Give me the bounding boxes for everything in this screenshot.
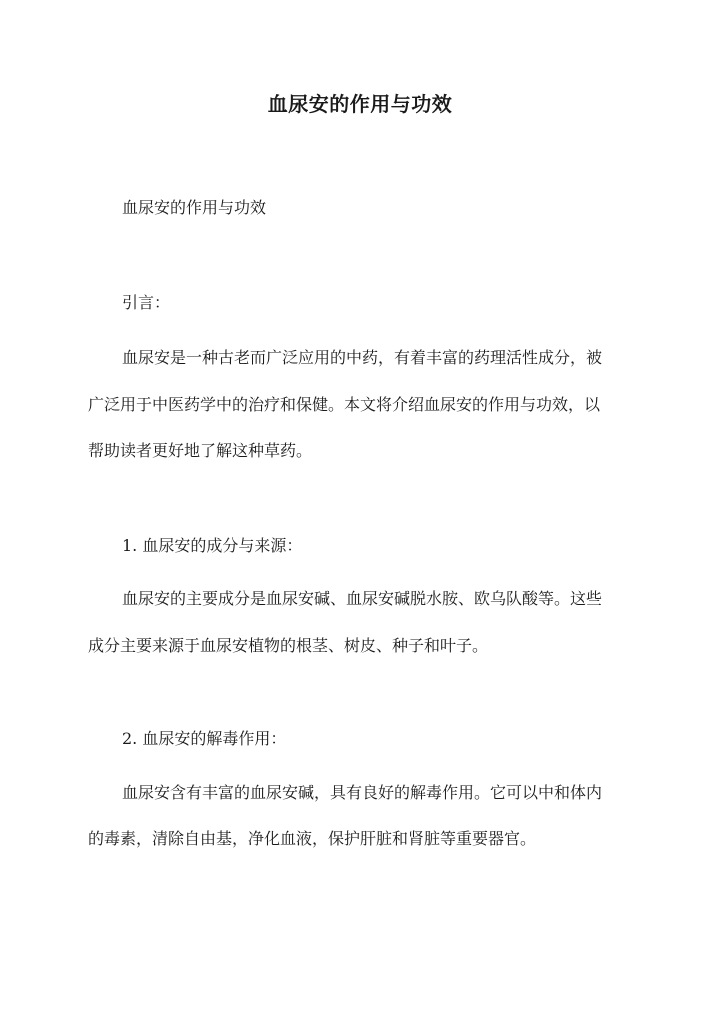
- section-2-line-2: 的毒素，清除自由基，净化血液，保护肝脏和肾脏等重要器官。: [88, 829, 537, 848]
- subtitle: 血尿安的作用与功效: [122, 198, 267, 217]
- intro-line-1: 血尿安是一种古老而广泛应用的中药，有着丰富的药理活性成分，被: [122, 348, 603, 367]
- intro-line-3: 帮助读者更好地了解这种草药。: [88, 441, 313, 460]
- intro-heading: 引言：: [122, 293, 171, 312]
- document-title: 血尿安的作用与功效: [267, 92, 453, 116]
- intro-line-2: 广泛用于中医药学中的治疗和保健。本文将介绍血尿安的作用与功效，以: [88, 395, 601, 414]
- section-1-line-2: 成分主要来源于血尿安植物的根茎、树皮、种子和叶子。: [88, 636, 489, 655]
- section-1-line-1: 血尿安的主要成分是血尿安碱、血尿安碱脱水胺、欧乌队酸等。这些: [122, 589, 603, 608]
- section-1-heading: 1. 血尿安的成分与来源：: [122, 536, 303, 555]
- section-2-line-1: 血尿安含有丰富的血尿安碱，具有良好的解毒作用。它可以中和体内: [122, 783, 603, 802]
- section-2-heading: 2. 血尿安的解毒作用：: [122, 729, 287, 748]
